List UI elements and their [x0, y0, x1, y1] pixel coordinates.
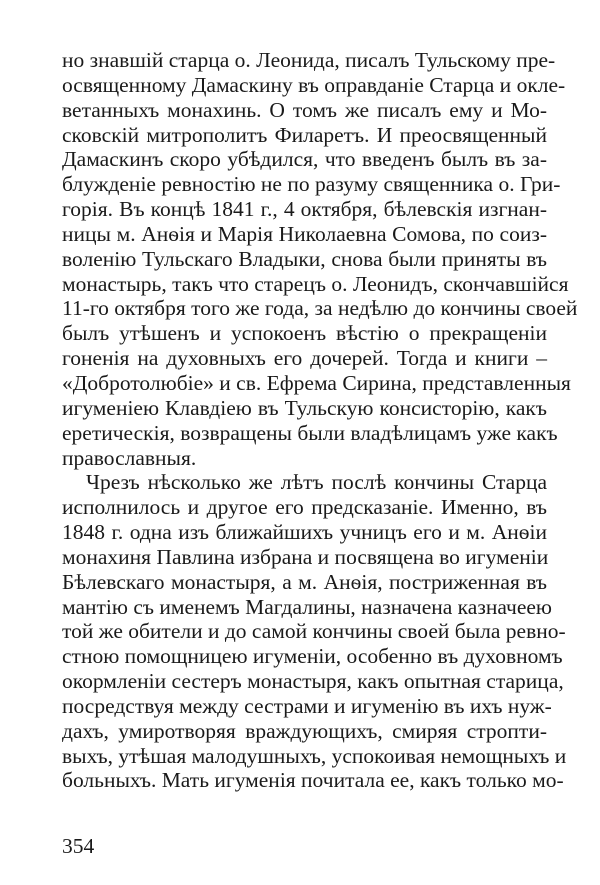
text-line: окормленіи сестеръ монастыря, какъ опытная старица,	[62, 669, 564, 694]
text-line: монастырь, такъ что старецъ о. Леонидъ, скончавшійся	[62, 271, 569, 296]
text-line: 11-го октября того же года, за недѣлю до кончины своей	[62, 296, 578, 321]
text-line: горія. Въ концѣ 1841 г., 4 октября, бѣлевскія изгнан-	[62, 197, 547, 222]
text-line: посредствуя между сестрами и игуменію въ ихъ нуж-	[62, 693, 552, 718]
text-line: еретическія, возвращены были владѣлицамъ уже какъ	[62, 420, 558, 445]
text-line: Чрезъ нѣсколько же лѣтъ послѣ кончины Старца	[86, 470, 547, 495]
text-line: монахиня Павлина избрана и посвящена во игуменіи	[62, 544, 549, 569]
text-line: выхъ, утѣшая малодушныхъ, успокоивая немощныхъ и	[62, 743, 567, 768]
text-line: исполнилось и другое его предсказаніе. Именно, въ	[62, 495, 547, 520]
text-line: Бѣлевскаго монастыря, а м. Анѳія, постриженная въ	[62, 569, 547, 594]
text-line: блужденіе ревностію не по разуму священника о. Гри-	[62, 172, 561, 197]
text-line: мантію съ именемъ Магдалины, назначена казначеею	[62, 594, 552, 619]
text-line: воленію Тульскаго Владыки, снова были приняты въ	[62, 246, 547, 271]
text-line: 1848 г. одна изъ ближайшихъ учницъ его и м. Анѳіи	[62, 520, 547, 545]
text-line: ницы м. Анѳія и Марія Николаевна Сомова, по соиз-	[62, 221, 547, 246]
text-line: освященному Дамаскину въ оправданіе Старца и окле-	[62, 72, 566, 97]
text-line: больныхъ. Мать игуменія почитала ее, какъ только мо-	[62, 768, 564, 793]
text-line: православныя.	[62, 445, 197, 470]
text-line: гоненія на духовныхъ его дочерей. Тогда и книги –	[62, 346, 547, 371]
text-line: стною помощницею игуменіи, особенно въ духовномъ	[62, 644, 563, 669]
page-body	[62, 48, 578, 793]
text-line: сковскій митрополитъ Филаретъ. И преосвященный	[62, 122, 547, 147]
text-line: дахъ, умиротворяя враждующихъ, смиряя стропти-	[62, 718, 547, 743]
text-line: но знавшій старца о. Леонида, писалъ Тульскому пре-	[62, 48, 556, 72]
text-line: игуменіею Клавдіею въ Тульскую консисторію, какъ	[62, 395, 547, 420]
text-line: той же обители и до самой кончины своей была ревно-	[62, 619, 566, 644]
text-line: «Добротолюбіе» и св. Ефрема Сирина, представленныя	[62, 370, 571, 395]
text-line: Дамаскинъ скоро убѣдился, что введенъ былъ въ за-	[62, 147, 547, 172]
text-line: ветанныхъ монахинь. О томъ же писалъ ему и Мо-	[62, 97, 547, 122]
text-line: былъ утѣшенъ и успокоенъ вѣстію о прекращеніи	[62, 321, 547, 346]
page-number: 354	[62, 834, 95, 858]
